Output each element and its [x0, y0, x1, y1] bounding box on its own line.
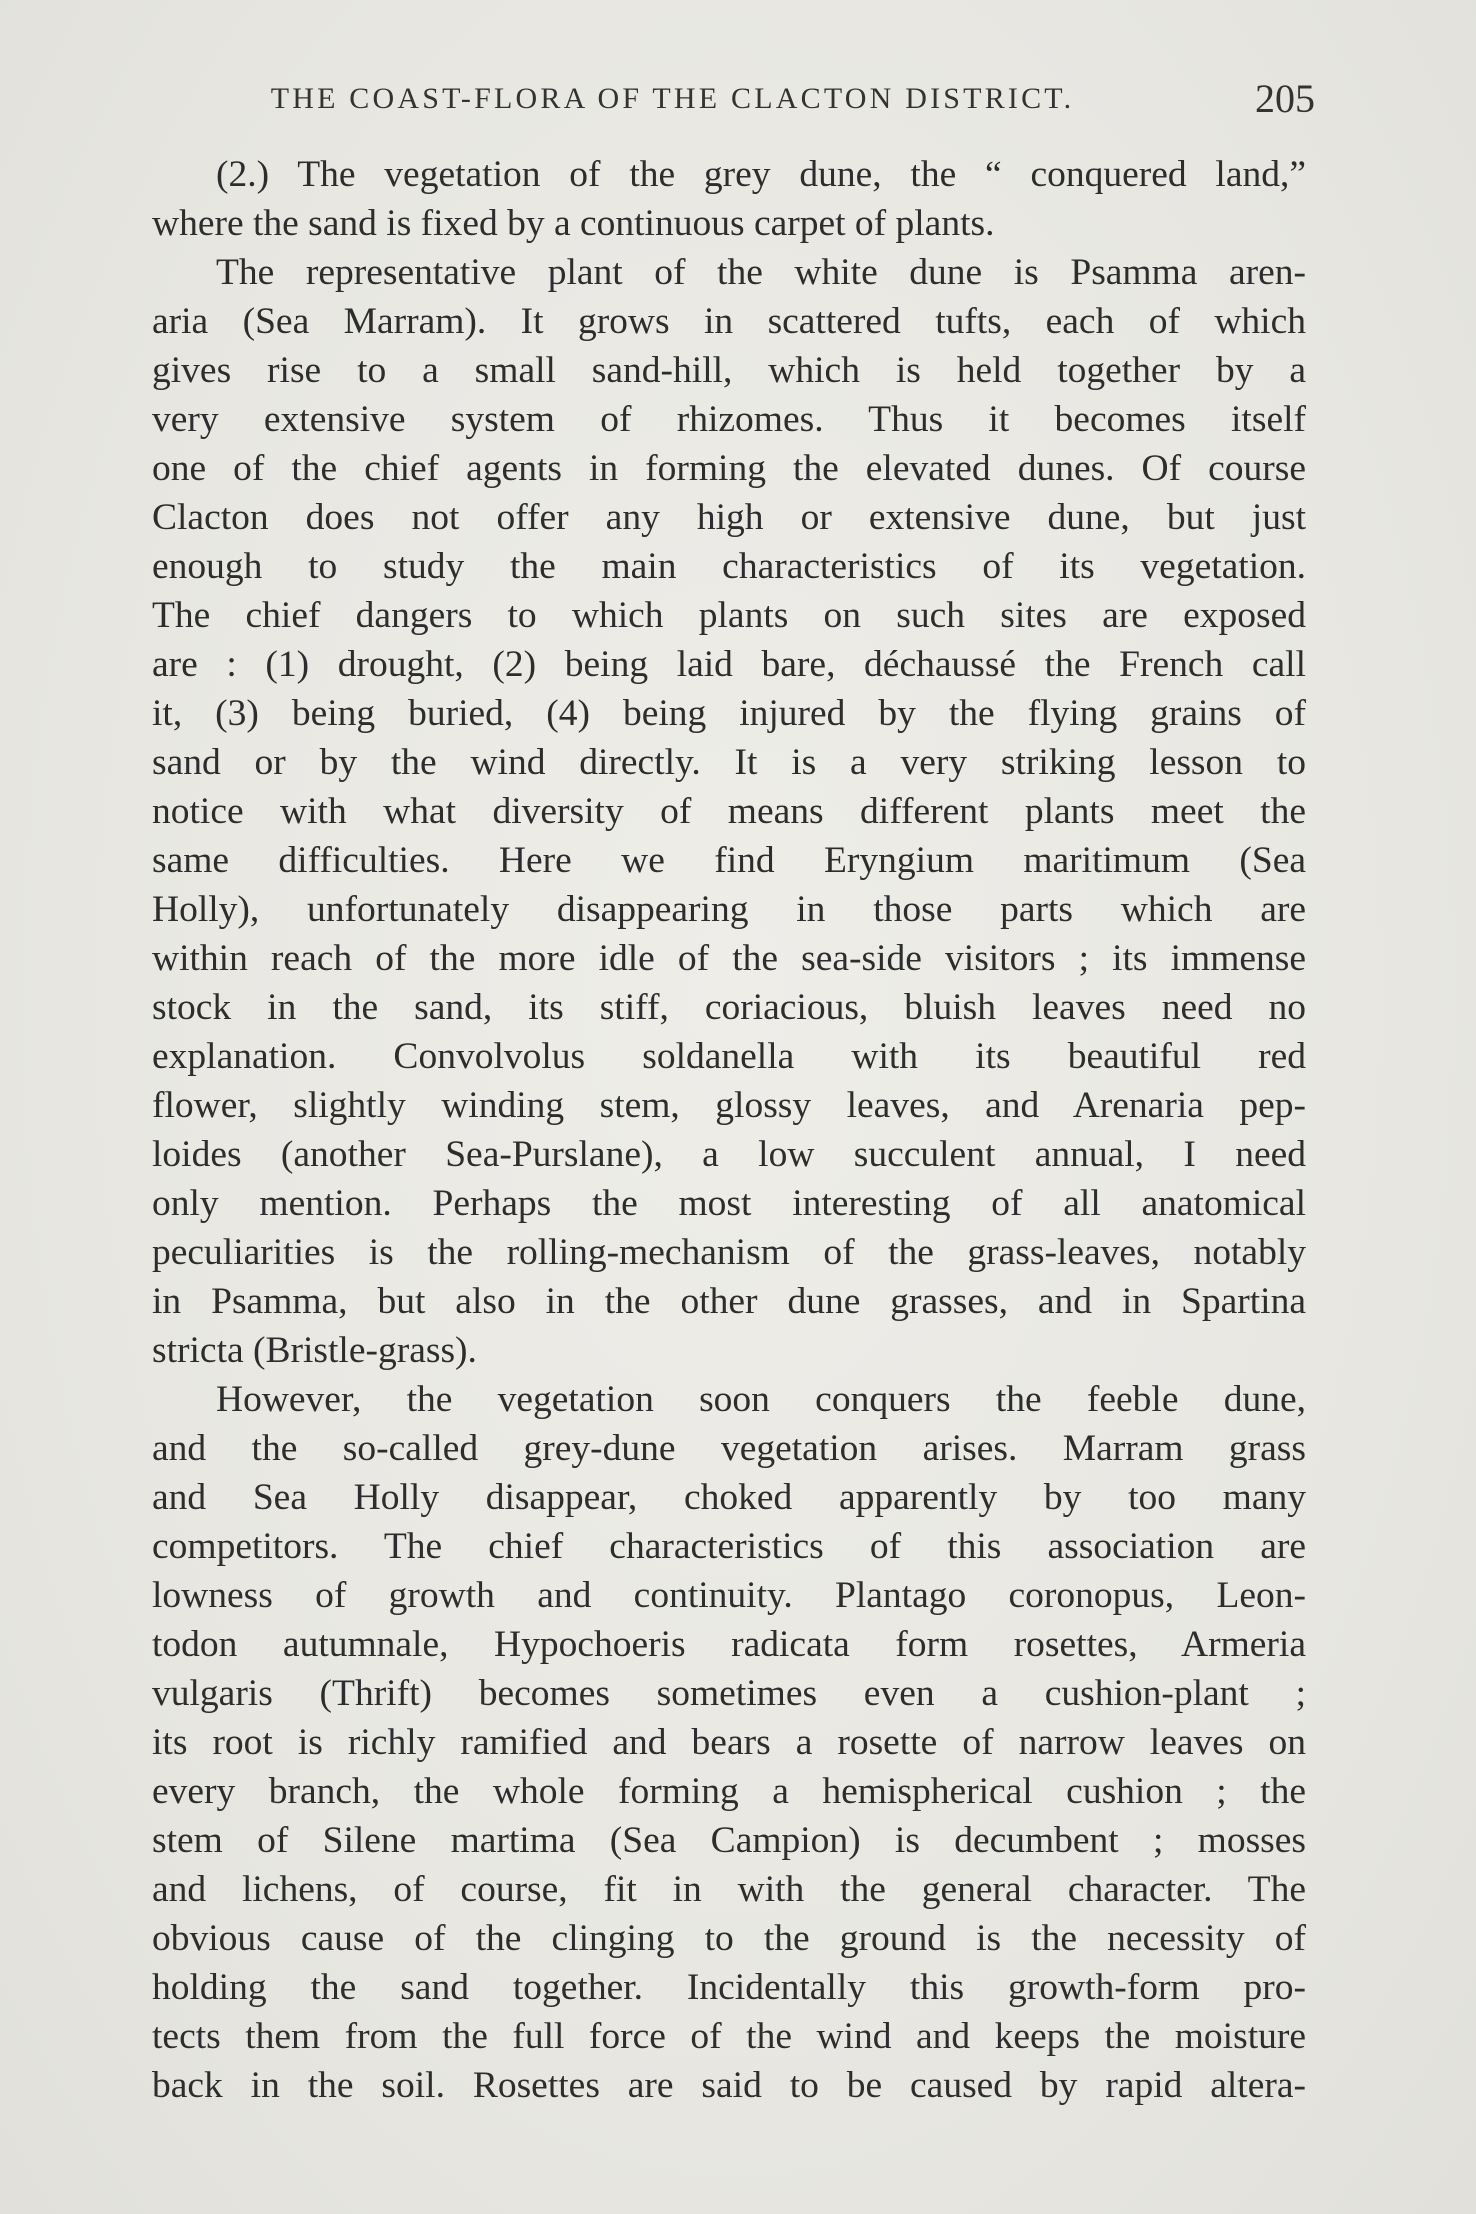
text-line: one of the chief agents in forming the elevated dunes. Of course	[152, 448, 1306, 489]
text-line: and Sea Holly disappear, choked apparently by too many	[152, 1477, 1306, 1518]
text-line: within reach of the more idle of the sea-side visitors ; its immense	[152, 938, 1306, 979]
page-number: 205	[1255, 76, 1315, 121]
text-line: gives rise to a small sand-hill, which is held together by a	[152, 350, 1306, 391]
text-line: every branch, the whole forming a hemispherical cushion ; the	[152, 1771, 1306, 1812]
text-line: competitors. The chief characteristics of this association are	[152, 1526, 1306, 1567]
body-text	[152, 150, 1306, 2110]
text-line: where the sand is fixed by a continuous carpet of plants.	[152, 203, 995, 244]
text-line: lowness of growth and continuity. Plantago coronopus, Leon-	[152, 1575, 1306, 1616]
text-line: flower, slightly winding stem, glossy leaves, and Arenaria pep-	[152, 1085, 1306, 1126]
text-line: very extensive system of rhizomes. Thus it becomes itself	[152, 399, 1306, 440]
text-line: peculiarities is the rolling-mechanism of the grass-leaves, notably	[152, 1232, 1306, 1273]
text-line: notice with what diversity of means different plants meet the	[152, 791, 1306, 832]
text-line: aria (Sea Marram). It grows in scattered tufts, each of which	[152, 301, 1306, 342]
text-line: obvious cause of the clinging to the ground is the necessity of	[152, 1918, 1306, 1959]
text-line: (2.) The vegetation of the grey dune, the “ conquered land,”	[216, 154, 1306, 195]
text-line: sand or by the wind directly. It is a very striking lesson to	[152, 742, 1306, 783]
text-line: stem of Silene martima (Sea Campion) is decumbent ; mosses	[152, 1820, 1306, 1861]
text-line: back in the soil. Rosettes are said to be caused by rapid altera-	[152, 2065, 1306, 2106]
text-line: explanation. Convolvolus soldanella with its beautiful red	[152, 1036, 1306, 1077]
running-head	[150, 74, 1315, 124]
text-line: only mention. Perhaps the most interesting of all anatomical	[152, 1183, 1306, 1224]
text-line: stricta (Bristle-grass).	[152, 1330, 477, 1371]
text-line: its root is richly ramified and bears a rosette of narrow leaves on	[152, 1722, 1306, 1763]
text-line: enough to study the main characteristics of its vegetation.	[152, 546, 1306, 587]
text-line: tects them from the full force of the wind and keeps the moisture	[152, 2016, 1306, 2057]
text-line: loides (another Sea-Purslane), a low succulent annual, I need	[152, 1134, 1306, 1175]
text-line: vulgaris (Thrift) becomes sometimes even a cushion-plant ;	[152, 1673, 1306, 1714]
running-title: THE COAST-FLORA OF THE CLACTON DISTRICT.	[270, 82, 1075, 115]
text-line: same difficulties. Here we find Eryngium maritimum (Sea	[152, 840, 1306, 881]
text-line: Holly), unfortunately disappearing in those parts which are	[152, 889, 1306, 930]
text-line: The chief dangers to which plants on such sites are exposed	[152, 595, 1306, 636]
text-line: it, (3) being buried, (4) being injured by the flying grains of	[152, 693, 1306, 734]
text-line: are : (1) drought, (2) being laid bare, déchaussé the French call	[152, 644, 1306, 685]
text-line: Clacton does not offer any high or extensive dune, but just	[152, 497, 1306, 538]
text-line: and lichens, of course, fit in with the general character. The	[152, 1869, 1306, 1910]
text-line: stock in the sand, its stiff, coriacious, bluish leaves need no	[152, 987, 1306, 1028]
text-line: The representative plant of the white dune is Psamma aren-	[216, 252, 1306, 293]
text-line: holding the sand together. Incidentally this growth-form pro-	[152, 1967, 1306, 2008]
text-line: However, the vegetation soon conquers the feeble dune,	[216, 1379, 1306, 1420]
text-line: and the so-called grey-dune vegetation arises. Marram grass	[152, 1428, 1306, 1469]
text-line: in Psamma, but also in the other dune grasses, and in Spartina	[152, 1281, 1306, 1322]
text-line: todon autumnale, Hypochoeris radicata form rosettes, Armeria	[152, 1624, 1306, 1665]
